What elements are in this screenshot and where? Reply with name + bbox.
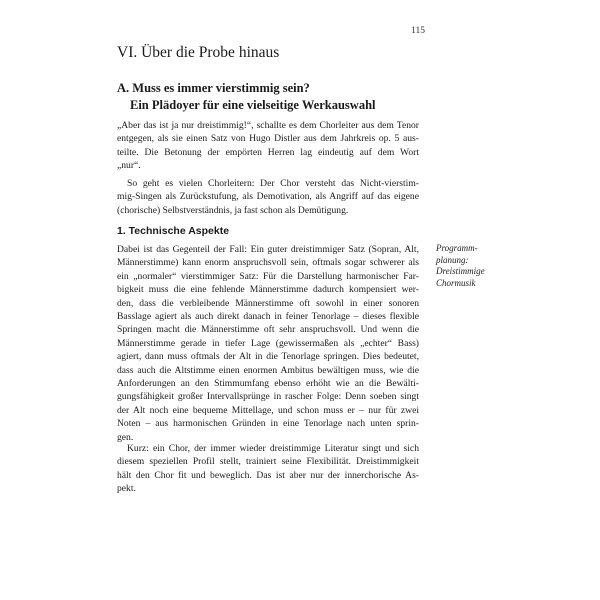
text-line: Männerstimme) kann enorm anspruchsvoll sein, oftmals sogar schwerer als: [117, 257, 419, 269]
text-line: So geht es vielen Chorleitern: Der Chor versteht das Nicht-vierstim-: [127, 178, 419, 189]
text-line: Kurz: ein Chor, der immer wieder dreistimmige Literatur singt und sich: [127, 443, 419, 454]
text-line: Dabei ist das Gegenteil der Fall: Ein guter dreistimmiger Satz (Sopran, Alt,: [117, 244, 419, 255]
text-line: „Aber das ist ja nur dreistimmig!“, schallte es dem Chorleiter aus dem Tenor: [117, 120, 419, 131]
subsection-title: 1. Technische Aspekte: [117, 225, 230, 237]
text-line: agiert, dann muss oftmals der Alt in die Tenorlage springen. Dies bedeutet,: [117, 351, 419, 363]
paragraph-3: [117, 243, 419, 444]
page-number: 115: [411, 26, 425, 36]
text-line: der Alt noch eine bequeme Mittellage, und schon muss er – nur für zwei: [117, 404, 419, 416]
text-line: Noten – aus harmonischen Gründen in eine Tenorlage nach unten sprin-: [117, 418, 419, 430]
text-line: ein „normaler“ vierstimmiger Satz: Für die Darstellung harmonischer Far-: [117, 270, 419, 282]
text-line: entgegen, als sie einen Satz von Hugo Distler aus dem Jahrkreis op. 5 aus-: [117, 133, 419, 145]
text-line: bigkeit muss die eine fehlende Männerstimme dadurch kompensiert wer-: [117, 284, 419, 296]
intro-paragraph: [117, 119, 419, 173]
text-line: hält den Chor fit und beweglich. Das ist aber nur der innerchorische As-: [117, 469, 419, 481]
margin-note-line: planung:: [436, 254, 469, 265]
text-line: diesem speziellen Profil stellt, trainiert seine Flexibilität. Dreistimmigkeit: [117, 456, 419, 468]
margin-note-line: Chormusik: [436, 277, 476, 288]
margin-note: [436, 243, 506, 289]
text-line: Anforderungen an den Stimmumfang ebenso erhöht wie an die Bewälti-: [117, 378, 419, 390]
section-title-line-1: A. Muss es immer vierstimmig sein?: [117, 81, 310, 95]
text-line: gungsfähigkeit großer Intervallsprünge in rascher Folge: Denn soeben singt: [117, 391, 419, 403]
section-title-line-2: Ein Plädoyer für eine vielseitige Werkauswahl: [130, 98, 376, 112]
text-line: gen.: [117, 431, 134, 443]
text-line: mig-Singen als Zurückstufung, als Demotivation, als Angriff auf das eigene: [117, 191, 419, 203]
text-line: pekt.: [117, 483, 136, 495]
text-line: Springen macht die Männerstimme oft sehr anspruchsvoll. Und wenn die: [117, 324, 419, 336]
text-line: dass auch die Altstimme einen enormen Ambitus bewältigen muss, wie die: [117, 364, 419, 376]
margin-note-line: Dreistimmige: [436, 266, 485, 276]
section-title: [117, 80, 376, 114]
text-line: Basslage agiert als auch direkt danach in feiner Tenorlage – dieses flexible: [117, 311, 419, 323]
margin-note-line: Programm-: [436, 243, 478, 253]
text-line: den, dass die verbleibende Männerstimme oft sowohl in einer sonoren: [117, 297, 419, 309]
paragraph-2: [117, 177, 419, 217]
paragraph-4: [117, 442, 419, 496]
chapter-title: VI. Über die Probe hinaus: [117, 44, 280, 61]
text-line: teilte. Die Betonung der empörten Herren lag eindeutig auf dem Wort: [117, 146, 419, 158]
text-line: (chorische) Selbstverständnis, ja fast schon als Demütigung.: [117, 204, 349, 216]
text-line: „nur“.: [117, 160, 141, 172]
text-line: Männerstimme gerade in tiefer Lage (gewissermaßen als „echter“ Bass): [117, 337, 419, 349]
